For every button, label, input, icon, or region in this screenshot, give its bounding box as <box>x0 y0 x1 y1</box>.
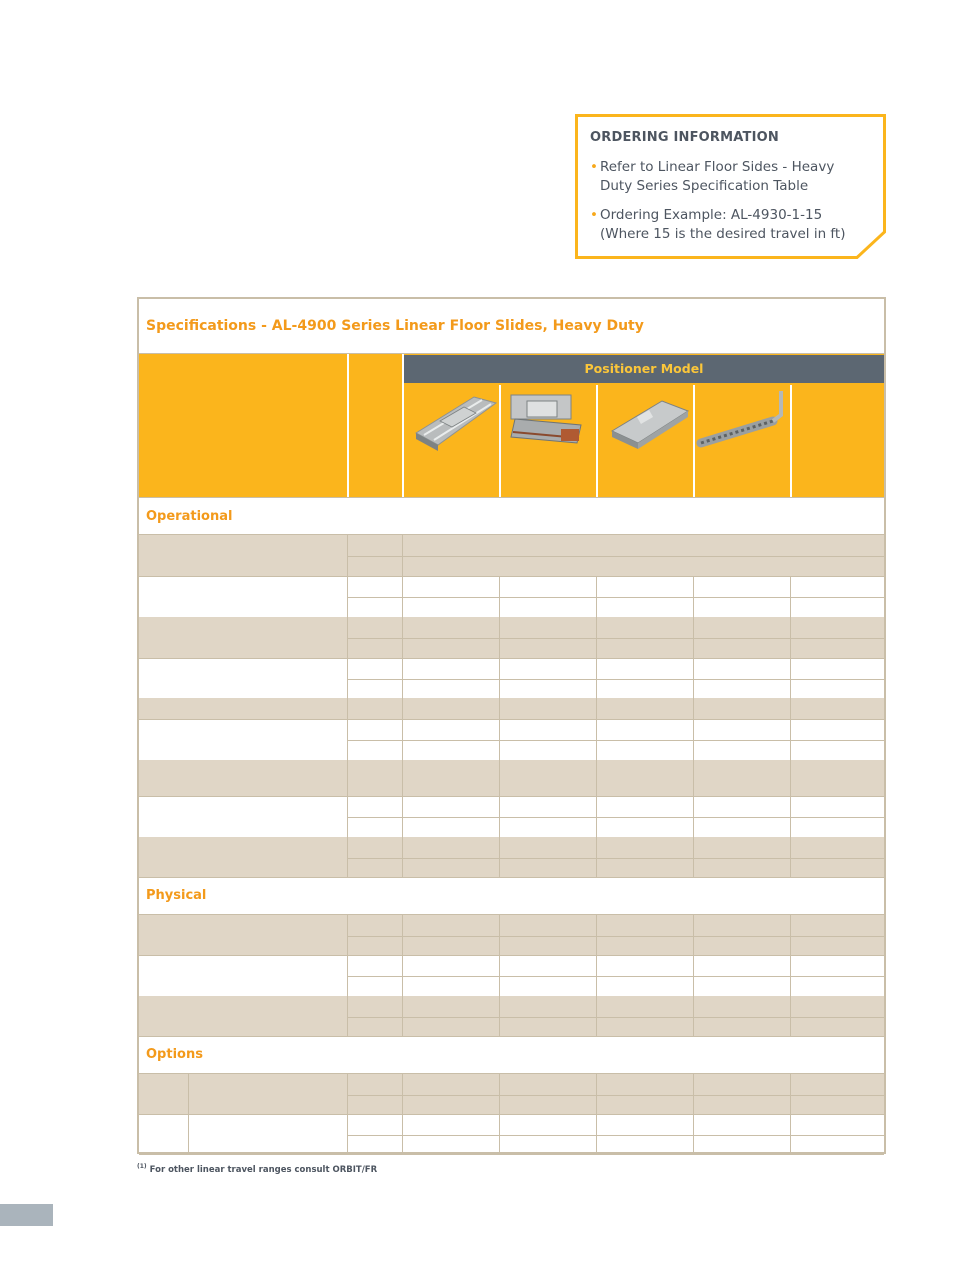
column-divider <box>790 915 791 955</box>
column-divider <box>499 796 500 837</box>
header-divider <box>790 385 792 497</box>
ordering-title: ORDERING INFORMATION <box>590 130 779 145</box>
column-divider <box>347 915 348 955</box>
column-divider <box>188 1074 189 1154</box>
column-divider <box>596 1074 597 1114</box>
row-subdivider <box>347 597 884 598</box>
column-divider <box>499 719 500 760</box>
column-divider <box>347 576 348 617</box>
column-divider <box>402 576 403 617</box>
column-divider <box>596 760 597 796</box>
footnote-text: For other linear travel ranges consult ORBIT/FR <box>149 1164 378 1175</box>
column-divider <box>790 1114 791 1154</box>
column-divider <box>693 719 694 760</box>
ordering-item-text: Ordering Example: AL-4930-1-15 (Where 15 is the desired travel in ft) <box>599 207 846 242</box>
column-divider <box>499 760 500 796</box>
row-divider <box>139 877 884 878</box>
column-divider <box>402 837 403 877</box>
row-subdivider <box>347 740 884 741</box>
column-divider <box>402 996 403 1036</box>
positioner-model-header: Positioner Model <box>404 355 884 383</box>
column-divider <box>402 955 403 996</box>
column-divider <box>499 1074 500 1114</box>
column-divider <box>596 996 597 1036</box>
column-divider <box>596 1114 597 1154</box>
column-divider <box>402 698 403 719</box>
table-row <box>139 698 884 719</box>
ordering-item <box>590 206 875 244</box>
column-divider <box>790 837 791 877</box>
row-subdivider <box>347 817 884 818</box>
column-divider <box>347 1074 348 1114</box>
column-divider <box>790 796 791 837</box>
column-divider <box>693 1114 694 1154</box>
column-divider <box>402 796 403 837</box>
column-divider <box>347 535 348 576</box>
specifications-table <box>137 297 886 1154</box>
column-divider <box>596 915 597 955</box>
row-subdivider <box>347 679 884 680</box>
ordering-item-text: Refer to Linear Floor Sides - Heavy Duty Series Specification Table <box>599 159 835 194</box>
column-divider <box>402 1114 403 1154</box>
column-divider <box>596 719 597 760</box>
ordering-item <box>590 158 875 196</box>
flat-slide-platform-image <box>598 385 693 495</box>
column-divider <box>790 955 791 996</box>
header-divider <box>347 354 349 497</box>
table-row <box>139 996 884 1036</box>
column-divider <box>693 760 694 796</box>
row-subdivider <box>347 976 884 977</box>
column-divider <box>596 698 597 719</box>
column-divider <box>790 760 791 796</box>
column-divider <box>347 698 348 719</box>
column-divider <box>499 576 500 617</box>
column-divider <box>790 1074 791 1114</box>
column-divider <box>790 617 791 658</box>
column-divider <box>347 760 348 796</box>
ordering-information-box <box>575 114 886 259</box>
column-divider <box>790 698 791 719</box>
column-divider <box>402 617 403 658</box>
column-divider <box>596 837 597 877</box>
column-divider <box>693 955 694 996</box>
column-divider <box>790 996 791 1036</box>
table-row <box>139 837 884 877</box>
column-divider <box>402 719 403 760</box>
column-divider <box>402 658 403 698</box>
table-row <box>139 1074 884 1114</box>
column-divider <box>596 576 597 617</box>
column-divider <box>499 658 500 698</box>
section-options: Options <box>146 1047 203 1062</box>
row-subdivider <box>347 638 884 639</box>
column-divider <box>347 837 348 877</box>
row-subdivider <box>347 556 884 557</box>
table-row <box>139 760 884 796</box>
column-divider <box>693 658 694 698</box>
column-divider <box>790 719 791 760</box>
column-divider <box>596 617 597 658</box>
column-divider <box>347 658 348 698</box>
row-divider <box>139 497 884 498</box>
model-image-cell <box>695 385 790 495</box>
column-divider <box>790 658 791 698</box>
column-divider <box>347 719 348 760</box>
column-divider <box>402 760 403 796</box>
column-divider <box>499 837 500 877</box>
table-row <box>139 915 884 955</box>
column-divider <box>499 698 500 719</box>
linear-slide-rails-image <box>404 385 499 495</box>
column-divider <box>693 796 694 837</box>
column-divider <box>402 915 403 955</box>
column-divider <box>347 955 348 996</box>
column-divider <box>693 996 694 1036</box>
column-divider <box>347 996 348 1036</box>
section-operational: Operational <box>146 509 233 524</box>
column-divider <box>499 1114 500 1154</box>
row-subdivider <box>347 1095 884 1096</box>
section-physical: Physical <box>146 888 207 903</box>
row-divider <box>139 1154 884 1155</box>
model-image-cell <box>501 385 596 495</box>
spec-table-title: Specifications - AL-4900 Series Linear Floor Slides, Heavy Duty <box>146 318 644 334</box>
column-divider <box>596 658 597 698</box>
column-divider <box>790 576 791 617</box>
column-divider <box>693 576 694 617</box>
column-divider <box>693 698 694 719</box>
footnote <box>137 1163 377 1175</box>
table-row <box>139 1114 884 1154</box>
column-divider <box>347 796 348 837</box>
model-image-cell <box>404 385 499 495</box>
row-subdivider <box>347 858 884 859</box>
heavy-duty-slide-image <box>501 385 596 495</box>
column-divider <box>693 837 694 877</box>
bullet-icon: • <box>590 207 598 223</box>
row-subdivider <box>347 1017 884 1018</box>
column-divider <box>402 1074 403 1114</box>
row-divider <box>139 1036 884 1037</box>
column-divider <box>499 915 500 955</box>
row-subdivider <box>347 936 884 937</box>
footnote-marker: (1) <box>137 1163 147 1170</box>
page-number-tab <box>0 1204 53 1226</box>
table-row <box>139 658 884 698</box>
cable-track-slide-image <box>695 385 790 495</box>
column-divider <box>347 1114 348 1154</box>
column-divider <box>402 535 403 576</box>
column-divider <box>596 955 597 996</box>
model-image-cell <box>598 385 693 495</box>
column-divider <box>499 996 500 1036</box>
column-divider <box>596 796 597 837</box>
column-divider <box>693 915 694 955</box>
column-divider <box>499 955 500 996</box>
column-divider <box>347 617 348 658</box>
column-divider <box>693 617 694 658</box>
column-divider <box>693 1074 694 1114</box>
column-divider <box>499 617 500 658</box>
bullet-icon: • <box>590 159 598 175</box>
row-subdivider <box>347 1135 884 1136</box>
